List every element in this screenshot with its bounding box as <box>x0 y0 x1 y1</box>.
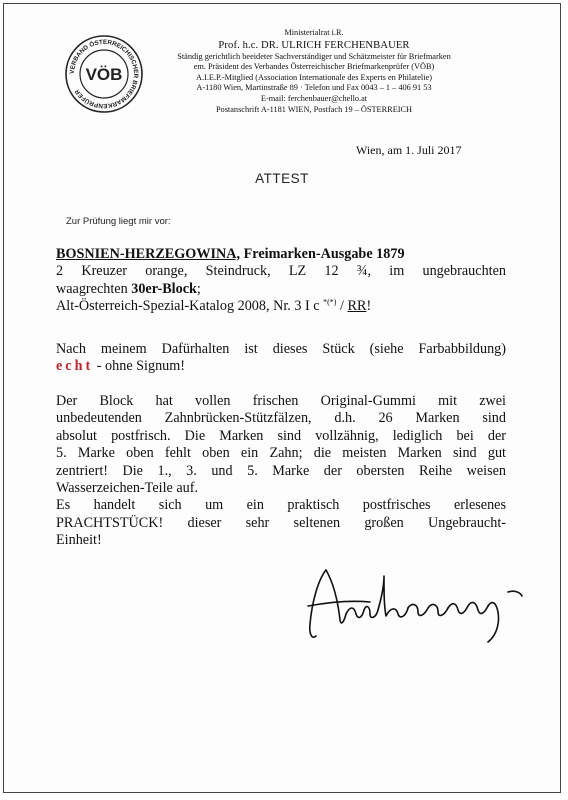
letterhead-email: E-mail: ferchenbauer@chello.at <box>260 93 368 103</box>
letterhead <box>144 28 484 115</box>
description-line: absolut postfrisch. Die Marken sind vollzähnig, lediglich bei der <box>56 427 506 444</box>
opinion-line-1: Nach meinem Dafürhalten ist dieses Stück (siehe Farbabbildung) <box>56 341 506 357</box>
seal-ring-text: VERBAND ÖSTERREICHISCHER BRIEFMARKENPRÜFER <box>68 38 140 110</box>
letterhead-name: Prof. h.c. DR. ULRICH FERCHENBAUER <box>218 39 410 51</box>
expert-opinion <box>56 341 506 376</box>
description-line: 5. Marke oben fehlt oben ein Zahn; die meisten Marken sind gut <box>56 445 506 462</box>
intro-text: Zur Prüfung liegt mir vor: <box>66 216 171 227</box>
opinion-line-2: echt - ohne Signum! <box>56 358 186 375</box>
item-block-size: 30er-Block <box>131 280 197 297</box>
letterhead-rank: Ministerialrat i.R. <box>284 28 344 37</box>
item-catalog-line: Alt-Österreich-Spezial-Katalog 2008, Nr. 3 I c *(*) / RR! <box>56 297 372 315</box>
item-description <box>56 246 506 316</box>
genuine-verdict: echt <box>56 358 94 375</box>
handwritten-signature <box>300 562 530 657</box>
letterhead-postal-address: Postanschrift A-1181 WIEN, Postfach 19 – ÖSTERREICH <box>215 104 413 114</box>
description-line: Wasserzeichen-Teile auf. <box>56 480 199 497</box>
item-rarity: RR <box>347 298 367 315</box>
description-line: zentriert! Die 1., 3. und 5. Marke der obersten Reihe weisen <box>56 462 506 479</box>
description-line: unbedeutenden Zahnbrücken-Stützfälzen, d.h. 26 Marken sind <box>56 410 506 427</box>
item-gum-symbol: *(*) <box>323 297 337 307</box>
item-title-line <box>56 246 506 263</box>
item-line-3: waagrechten 30er-Block; <box>56 280 201 297</box>
seal-center-text: VÖB <box>85 65 123 84</box>
document-heading: ATTEST <box>255 171 309 186</box>
condition-description <box>56 393 506 550</box>
letterhead-president: em. Präsident des Verbandes Österreichischer Briefmarkenprüfer (VÖB) <box>193 62 435 72</box>
item-issue: Freimarken-Ausgabe 1879 <box>240 246 405 262</box>
description-line: Der Block hat vollen frischen Original-Gummi mit zwei <box>56 393 506 409</box>
description-line: Einheit! <box>56 532 102 549</box>
attest-document <box>3 3 561 793</box>
item-line-2: 2 Kreuzer orange, Steindruck, LZ 12 ¾, im ungebrauchten <box>56 263 506 280</box>
description-line: Es handelt sich um ein praktisch postfrisches erlesenes <box>56 497 506 514</box>
letterhead-aiep: A.I.E.P.-Mitglied (Association Internationale des Experts en Philatelie) <box>196 72 432 82</box>
letterhead-qualification: Ständig gerichtlich beeideter Sachverständiger und Schätzmeister für Briefmarken <box>177 51 451 61</box>
description-line: PRACHTSTÜCK! dieser sehr seltenen großen Ungebraucht- <box>56 514 506 531</box>
item-country: BOSNIEN-HERZEGOWINA, <box>56 246 241 262</box>
voeb-seal-logo <box>64 34 144 114</box>
document-date: Wien, am 1. Juli 2017 <box>356 143 462 157</box>
letterhead-address: A-1180 Wien, Martinstraße 89 · Telefon und Fax 0043 – 1 – 406 91 53 <box>196 83 432 93</box>
